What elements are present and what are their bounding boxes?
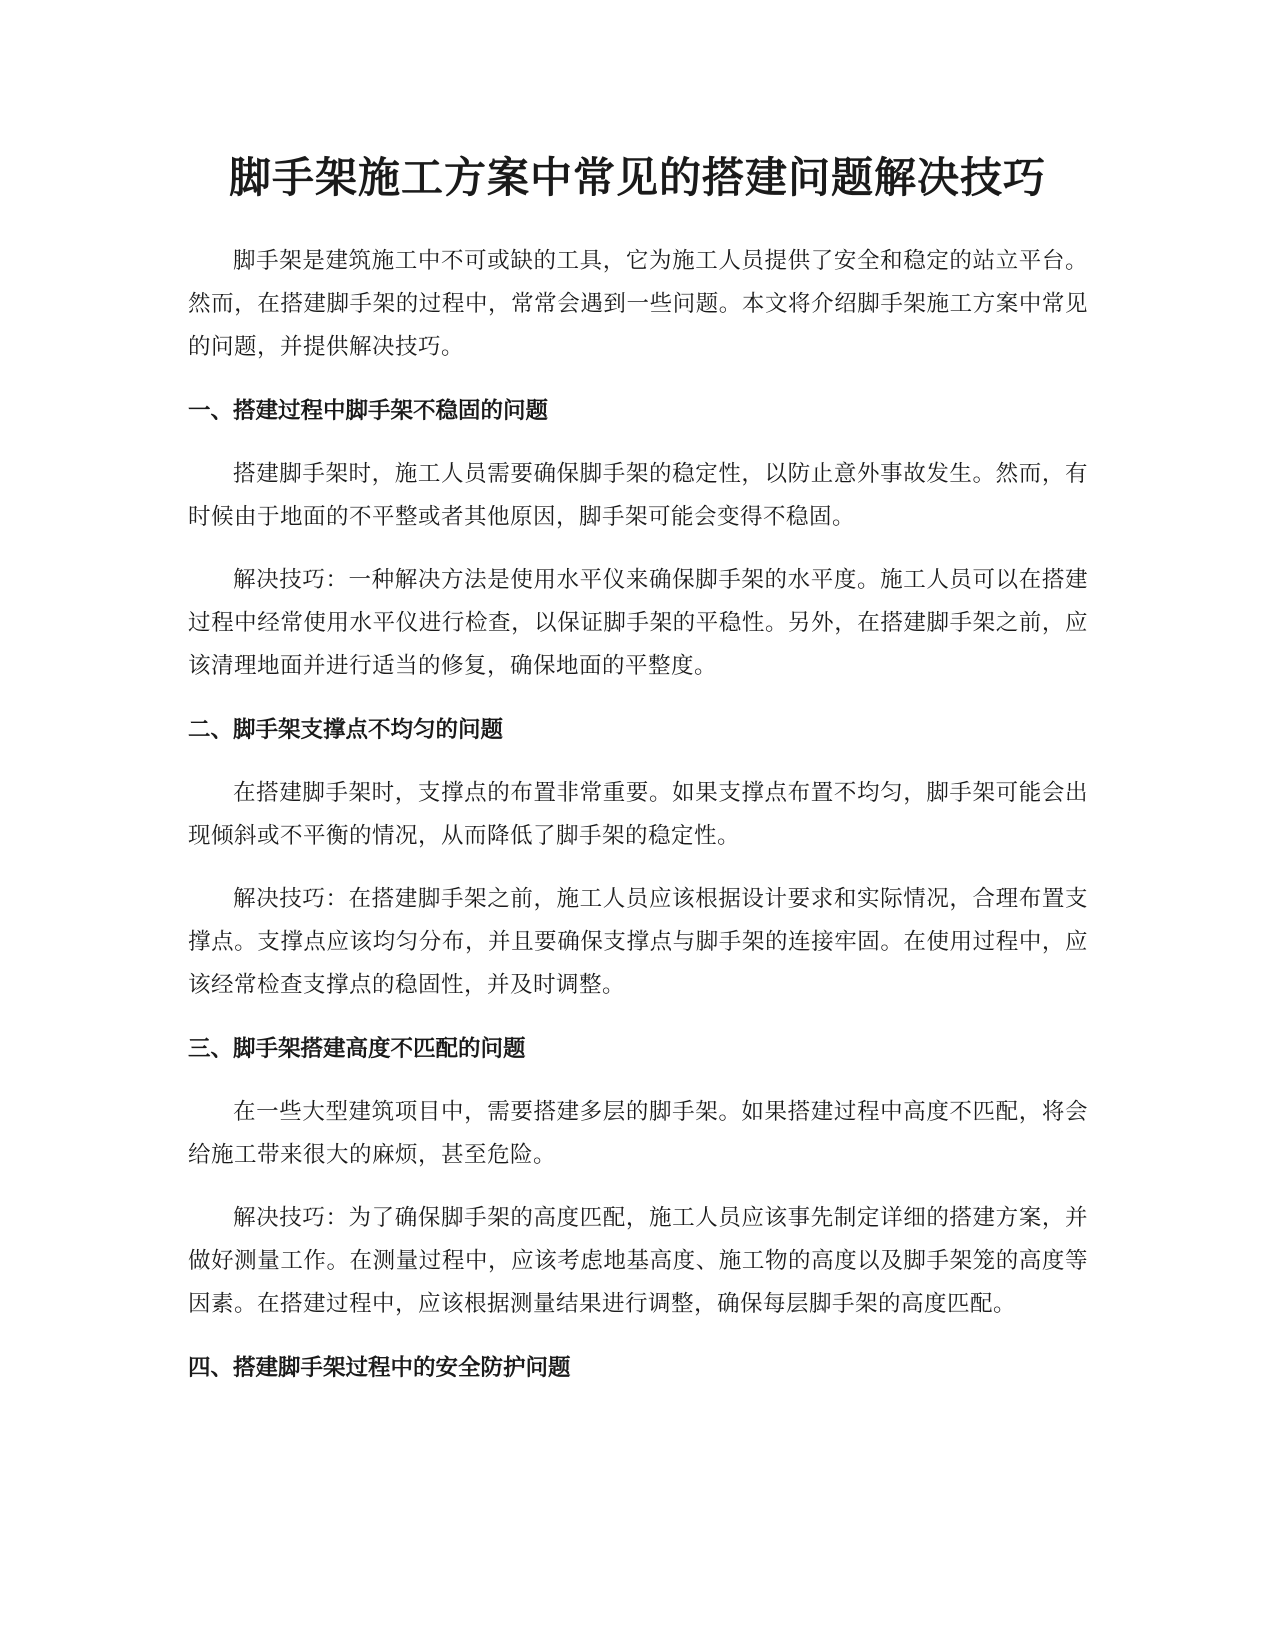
section-2-heading: 二、脚手架支撑点不均匀的问题: [188, 717, 504, 743]
section-3-heading: 三、脚手架搭建高度不匹配的问题: [188, 1036, 526, 1062]
section-2-solution: 解决技巧：在搭建脚手架之前，施工人员应该根据设计要求和实际情况，合理布置支撑点。支撑点应该均匀分布，并且要确保支撑点与脚手架的连接牢固。在使用过程中，应该经常检查支撑点的稳固性，并及时调整。: [188, 886, 1088, 998]
document-body: [188, 240, 1088, 1410]
document-title: 脚手架施工方案中常见的搭建问题解决技巧: [228, 153, 1046, 202]
section-3-problem: 在一些大型建筑项目中，需要搭建多层的脚手架。如果搭建过程中高度不匹配，将会给施工带来很大的麻烦，甚至危险。: [188, 1099, 1088, 1168]
section-1-solution: 解决技巧：一种解决方法是使用水平仪来确保脚手架的水平度。施工人员可以在搭建过程中经常使用水平仪进行检查，以保证脚手架的平稳性。另外，在搭建脚手架之前，应该清理地面并进行适当的修复，确保地面的平整度。: [188, 567, 1088, 679]
section-4-heading: 四、搭建脚手架过程中的安全防护问题: [188, 1355, 571, 1381]
section-1-heading: 一、搭建过程中脚手架不稳固的问题: [188, 398, 549, 424]
section-2-problem: 在搭建脚手架时，支撑点的布置非常重要。如果支撑点布置不均匀，脚手架可能会出现倾斜或不平衡的情况，从而降低了脚手架的稳定性。: [188, 780, 1088, 849]
section-3-solution: 解决技巧：为了确保脚手架的高度匹配，施工人员应该事先制定详细的搭建方案，并做好测量工作。在测量过程中，应该考虑地基高度、施工物的高度以及脚手架笼的高度等因素。在搭建过程中，应该根据测量结果进行调整，确保每层脚手架的高度匹配。: [188, 1205, 1088, 1317]
intro-paragraph: 脚手架是建筑施工中不可或缺的工具，它为施工人员提供了安全和稳定的站立平台。然而，在搭建脚手架的过程中，常常会遇到一些问题。本文将介绍脚手架施工方案中常见的问题，并提供解决技巧。: [188, 248, 1088, 360]
section-1-problem: 搭建脚手架时，施工人员需要确保脚手架的稳定性，以防止意外事故发生。然而，有时候由于地面的不平整或者其他原因，脚手架可能会变得不稳固。: [188, 461, 1088, 530]
